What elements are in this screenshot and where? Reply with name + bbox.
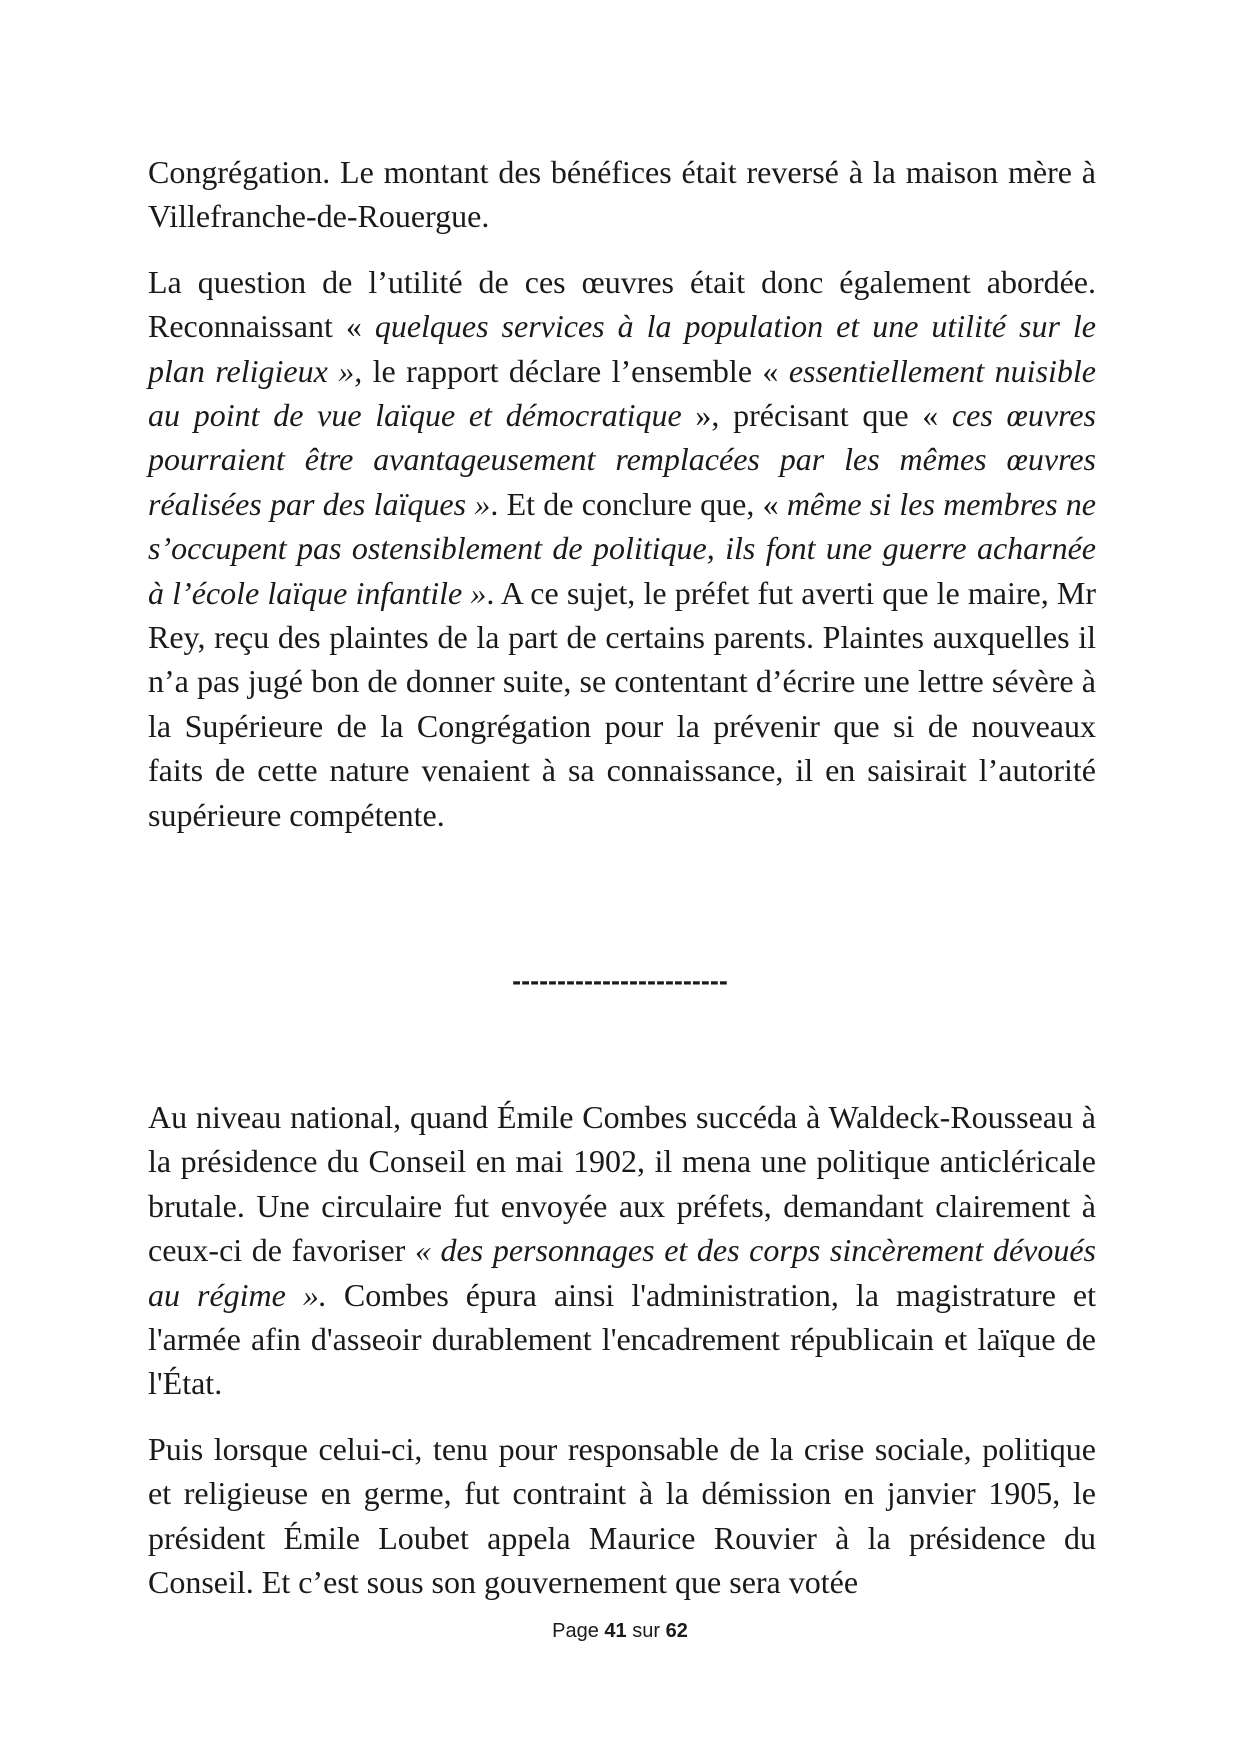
page-footer: [0, 1620, 1240, 1643]
text-run: La question de l’utilité de ces œuvres était donc également abordée. Reconnaissant «: [148, 263, 1096, 345]
text-run: . A ce sujet, le préfet fut averti que le maire, Mr Rey, reçu des plaintes de la part de certains parents. Plaintes auxquelles il n’a pas jugé bon de donner suite, se contentant d’écrire une lettre sévère à la Supérieure de la Congrégation pour la prévenir que si de nouveaux faits de cette nature venaient à sa connaissance, il en saisirait l’autorité supérieure compétente.: [148, 574, 1097, 833]
quote-nuisible: essentiellement nuisible au point de vue laïque et démocratique: [148, 352, 1097, 434]
footer-middle: sur: [626, 1620, 666, 1642]
paragraph-utilite-oeuvres: [148, 260, 1096, 837]
text-run: . Et de conclure que, «: [490, 485, 787, 522]
text-run: Au niveau national, quand Émile Combes succéda à Waldeck-Rousseau à la présidence du Conseil en mai 1902, il mena une politique anticléricale brutale. Une circulaire fut envoyée aux préfets, demandant clairement à ceux-ci de favoriser: [148, 1099, 1096, 1269]
paragraph-rouvier: Puis lorsque celui-ci, tenu pour responsable de la crise sociale, politique et religieuse en germe, fut contraint à la démission en janvier 1905, le président Émile Loubet appela Maurice Rouvier à la présidence du Conseil. Et c’est sous son gouvernement que sera votée: [148, 1430, 1096, 1601]
paragraph-emile-combes: [148, 1095, 1096, 1406]
quote-services: quelques services à la population et une utilité sur le plan religieux »,: [148, 308, 1096, 389]
text-run: le rapport déclare l’ensemble «: [362, 352, 789, 389]
section-separator: ------------------------: [512, 966, 728, 996]
page-body-bottom: [148, 1095, 1096, 1604]
quote-circulaire: « des personnages et des corps sincèrement dévoués au régime ».: [148, 1232, 1097, 1313]
page-body-top: [148, 150, 1096, 837]
text-run: », précisant que «: [681, 397, 952, 434]
quote-oeuvres-laiques: ces œuvres pourraient être avantageusement remplacées par les mêmes œuvres réalisées par des laïques »: [148, 397, 1097, 522]
footer-total-pages: 62: [665, 1620, 688, 1642]
paragraph-congregation: Congrégation. Le montant des bénéfices était reversé à la maison mère à Villefranche-de-Rouergue.: [148, 154, 1096, 235]
footer-current-page: 41: [604, 1620, 627, 1642]
footer-prefix: Page: [552, 1620, 605, 1642]
quote-guerre-ecole: même si les membres ne s’occupent pas ostensiblement de politique, ils font une guerre acharnée à l’école laïque infantile »: [148, 485, 1097, 611]
text-run: Combes épura ainsi l'administration, la magistrature et l'armée afin d'asseoir durablement l'encadrement républicain et laïque de l'État.: [148, 1276, 1097, 1402]
